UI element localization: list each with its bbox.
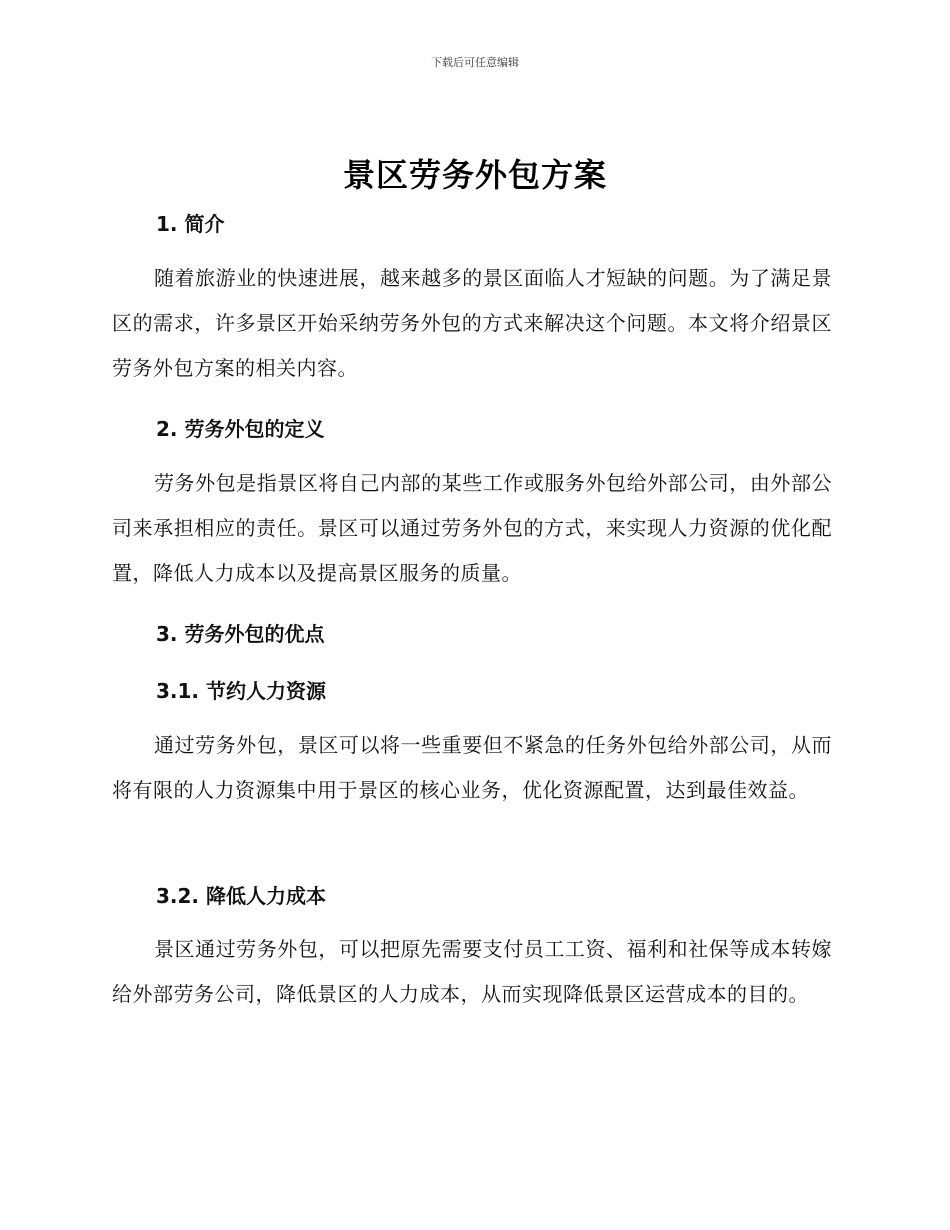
section-paragraph-save-hr: 通过劳务外包，景区可以将一些重要但不紧急的任务外包给外部公司，从而将有限的人力资源集中用于景区的核心业务，优化资源配置，达到最佳效益。	[112, 733, 832, 802]
section-heading-intro: 1. 简介	[156, 212, 225, 236]
section-paragraph-intro: 随着旅游业的快速进展，越来越多的景区面临人才短缺的问题。为了满足景区的需求，许多景区开始采纳劳务外包的方式来解决这个问题。本文将介绍景区劳务外包方案的相关内容。	[112, 266, 832, 380]
section-heading-save-hr: 3.1. 节约人力资源	[156, 679, 326, 703]
section-paragraph-reduce-cost: 景区通过劳务外包，可以把原先需要支付员工工资、福利和社保等成本转嫁给外部劳务公司，降低景区的人力成本，从而实现降低景区运营成本的目的。	[112, 937, 832, 1006]
section-paragraph-definition: 劳务外包是指景区将自己内部的某些工作或服务外包给外部公司，由外部公司来承担相应的责任。景区可以通过劳务外包的方式，来实现人力资源的优化配置，降低人力成本以及提高景区服务的质量。	[112, 471, 832, 585]
section-heading-reduce-cost: 3.2. 降低人力成本	[156, 884, 326, 908]
section-heading-advantages: 3. 劳务外包的优点	[156, 622, 325, 646]
header-note: 下载后可任意编辑	[431, 56, 519, 69]
section-heading-definition: 2. 劳务外包的定义	[156, 417, 325, 441]
document-title: 景区劳务外包方案	[342, 156, 607, 194]
